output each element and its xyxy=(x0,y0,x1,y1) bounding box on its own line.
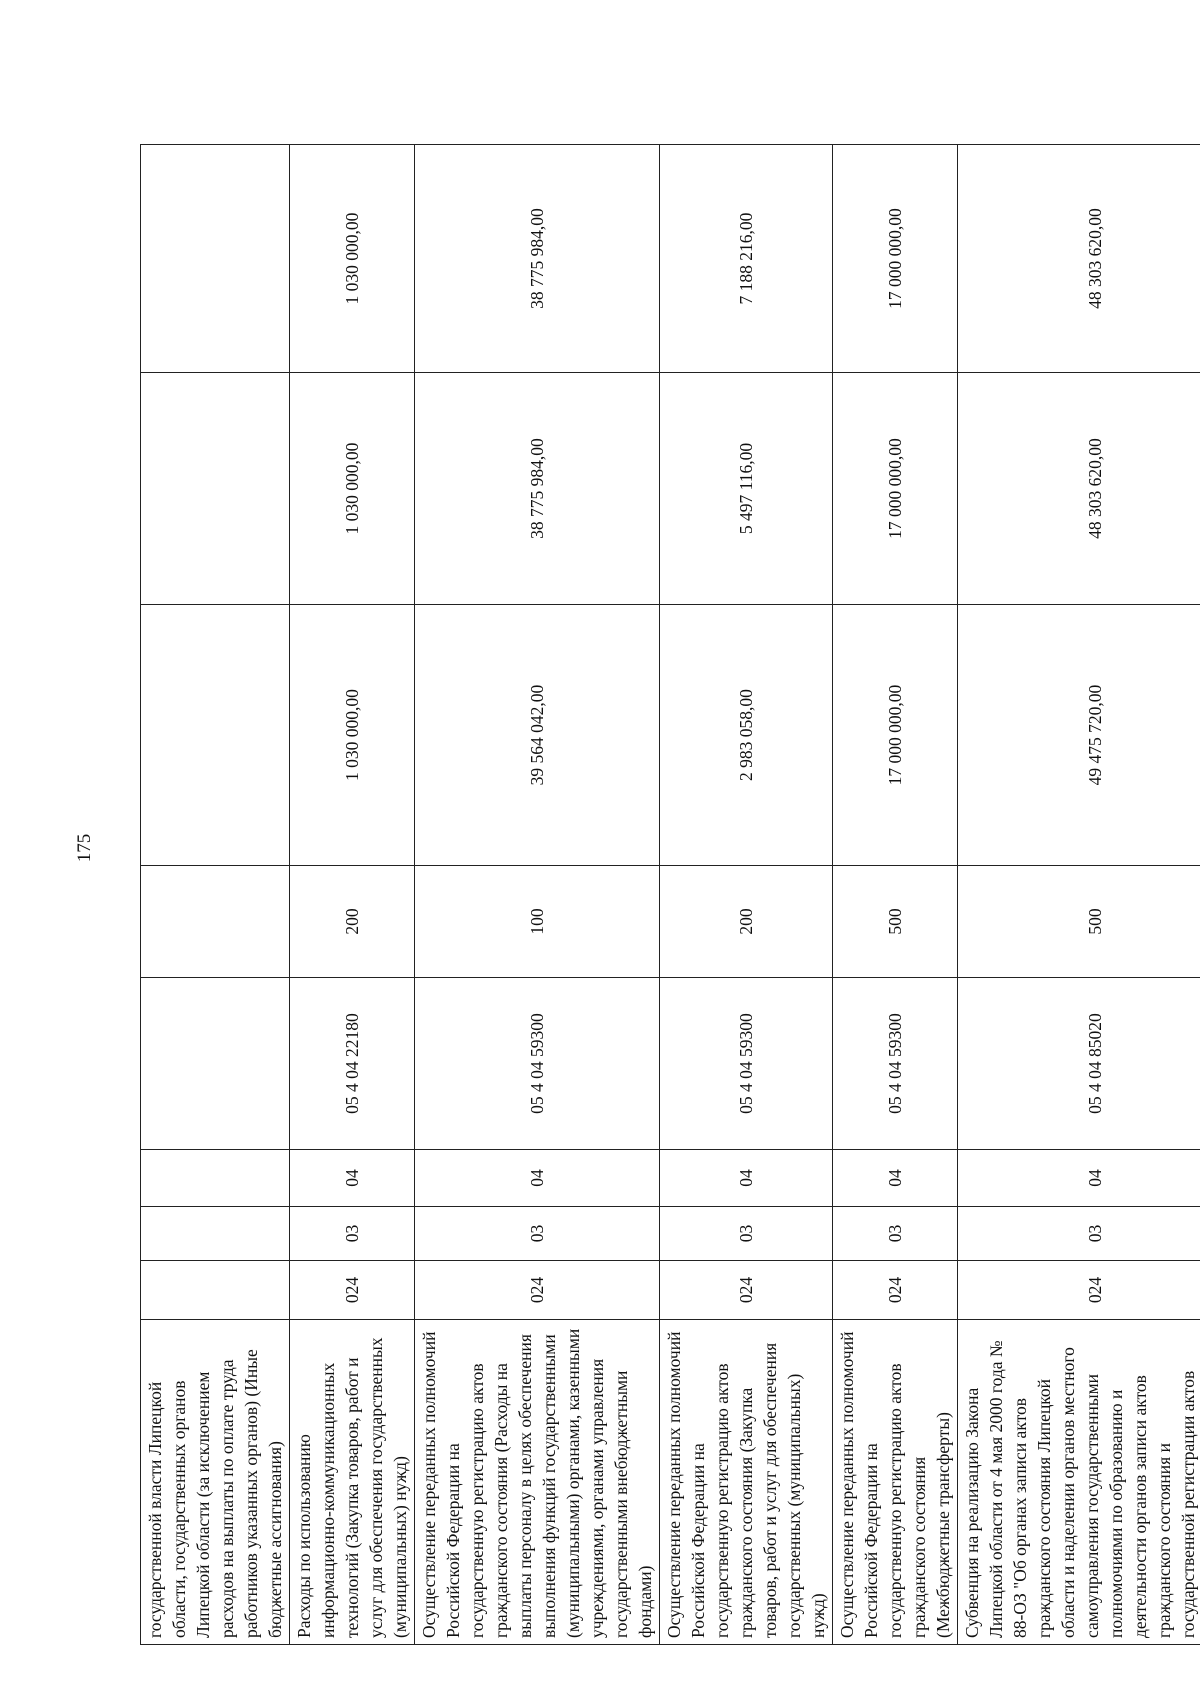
target-code: 05 4 04 59300 xyxy=(833,978,958,1150)
row-name: государственной власти Липецкой области, государственных органов Липецкой области (за исключением расходов на выплаты по оплате труда работников указанных органов) (Иные бюджетные ассигнования) xyxy=(141,1320,290,1645)
page-number: 175 xyxy=(74,833,95,863)
amount-year-3: 7 188 216,00 xyxy=(660,145,833,373)
budget-table xyxy=(140,144,1200,1645)
table-row xyxy=(958,145,1200,1645)
row-name: Осуществление переданных полномочий Российской Федерации на государственную регистрацию актов гражданского состояния (Расходы на выплаты персоналу в целях обеспечения выполнения функций государственными (муниципальными) органами, казенными учреждениями, органами управления государственными внебюджетными фондами) xyxy=(415,1320,660,1645)
subsection-code: 04 xyxy=(833,1150,958,1207)
target-code: 05 4 04 59300 xyxy=(660,978,833,1150)
target-code: 05 4 04 59300 xyxy=(415,978,660,1150)
amount-year-3: 48 303 620,00 xyxy=(958,145,1200,373)
expense-type-code: 200 xyxy=(660,866,833,978)
amount-year-2: 5 497 116,00 xyxy=(660,373,833,605)
expense-type-code xyxy=(141,866,290,978)
amount-year-3 xyxy=(141,145,290,373)
target-code: 05 4 04 85020 xyxy=(958,978,1200,1150)
section-code: 03 xyxy=(415,1207,660,1261)
section-code: 03 xyxy=(660,1207,833,1261)
section-code xyxy=(141,1207,290,1261)
amount-year-1: 17 000 000,00 xyxy=(833,605,958,866)
ministry-code xyxy=(141,1261,290,1320)
subsection-code xyxy=(141,1150,290,1207)
amount-year-1: 49 475 720,00 xyxy=(958,605,1200,866)
amount-year-3: 38 775 984,00 xyxy=(415,145,660,373)
ministry-code: 024 xyxy=(415,1261,660,1320)
expense-type-code: 500 xyxy=(958,866,1200,978)
amount-year-2: 1 030 000,00 xyxy=(290,373,415,605)
subsection-code: 04 xyxy=(958,1150,1200,1207)
rotated-table-container xyxy=(140,145,1198,1645)
table-row xyxy=(415,145,660,1645)
amount-year-3: 17 000 000,00 xyxy=(833,145,958,373)
section-code: 03 xyxy=(958,1207,1200,1261)
amount-year-1 xyxy=(141,605,290,866)
amount-year-2: 38 775 984,00 xyxy=(415,373,660,605)
subsection-code: 04 xyxy=(415,1150,660,1207)
section-code: 03 xyxy=(833,1207,958,1261)
row-name: Расходы по использованию информационно-коммуникационных технологий (Закупка товаров, работ и услуг для обеспечения государственных (муниципальных) нужд) xyxy=(290,1320,415,1645)
ministry-code: 024 xyxy=(290,1261,415,1320)
amount-year-1: 2 983 058,00 xyxy=(660,605,833,866)
expense-type-code: 500 xyxy=(833,866,958,978)
row-name: Осуществление переданных полномочий Российской Федерации на государственную регистрацию актов гражданского состояния (Межбюджетные трансферты) xyxy=(833,1320,958,1645)
row-name: Осуществление переданных полномочий Российской Федерации на государственную регистрацию актов гражданского состояния (Закупка товаров, работ и услуг для обеспечения государственных (муниципальных) нужд) xyxy=(660,1320,833,1645)
amount-year-3: 1 030 000,00 xyxy=(290,145,415,373)
amount-year-2: 48 303 620,00 xyxy=(958,373,1200,605)
ministry-code: 024 xyxy=(958,1261,1200,1320)
table-row xyxy=(141,145,290,1645)
amount-year-2 xyxy=(141,373,290,605)
table-row xyxy=(290,145,415,1645)
row-name: Субвенция на реализацию Закона Липецкой области от 4 мая 2000 года № 88-ОЗ "Об органах записи актов гражданского состояния Липецкой области и наделении органов местного самоуправления государственными полномочиями по образованию и деятельности органов записи актов гражданского состояния и государственной регистрации актов xyxy=(958,1320,1200,1645)
target-code xyxy=(141,978,290,1150)
expense-type-code: 100 xyxy=(415,866,660,978)
ministry-code: 024 xyxy=(660,1261,833,1320)
subsection-code: 04 xyxy=(290,1150,415,1207)
table-row xyxy=(660,145,833,1645)
target-code: 05 4 04 22180 xyxy=(290,978,415,1150)
expense-type-code: 200 xyxy=(290,866,415,978)
table-row xyxy=(833,145,958,1645)
amount-year-2: 17 000 000,00 xyxy=(833,373,958,605)
amount-year-1: 39 564 042,00 xyxy=(415,605,660,866)
amount-year-1: 1 030 000,00 xyxy=(290,605,415,866)
subsection-code: 04 xyxy=(660,1150,833,1207)
ministry-code: 024 xyxy=(833,1261,958,1320)
section-code: 03 xyxy=(290,1207,415,1261)
